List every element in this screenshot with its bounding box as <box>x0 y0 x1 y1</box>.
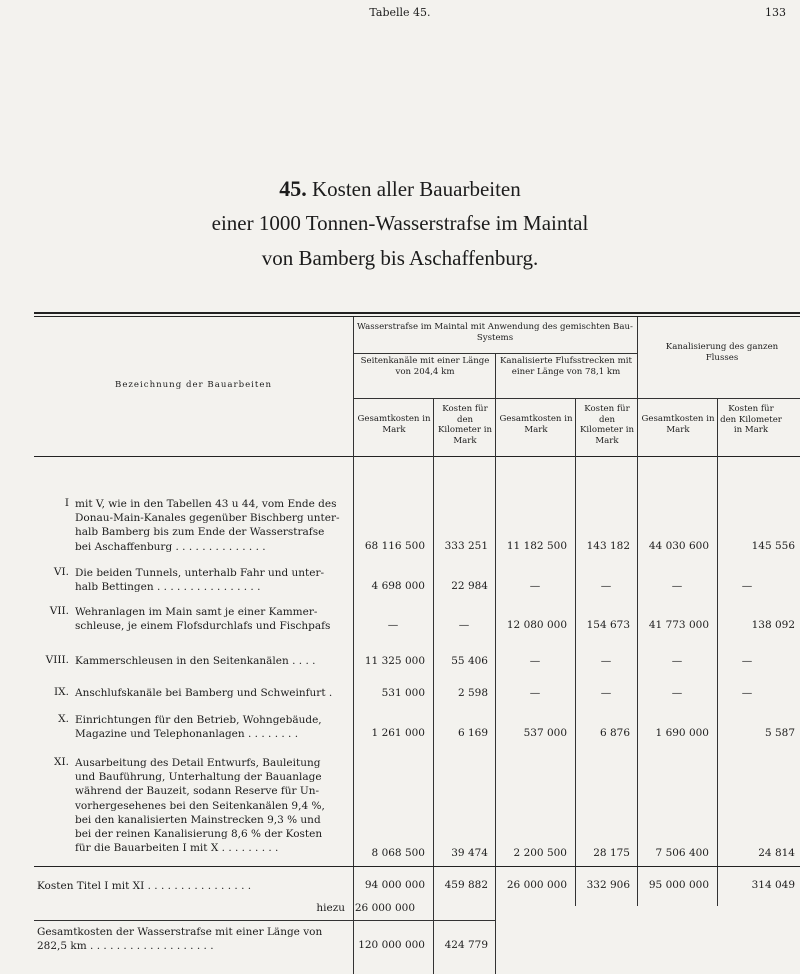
row-0-side-total: 68 116 500 <box>364 540 425 552</box>
total-full-total: 95 000 000 <box>648 879 709 891</box>
row-4-canal-km: — <box>600 687 612 699</box>
sub-total: Gesamtkosten in Mark <box>499 414 573 435</box>
row-6-side-total: 8 068 500 <box>371 847 425 859</box>
col-divider <box>353 317 354 974</box>
row-6-side-km: 39 474 <box>451 847 488 859</box>
row-number: X. <box>58 713 69 725</box>
row-3-side-total: 11 325 000 <box>364 655 425 667</box>
row-number: VIII. <box>45 654 69 666</box>
row-2-side-total: — <box>387 619 399 631</box>
row-6-full-km: 24 814 <box>758 847 795 859</box>
col-label: Bezeichnung der Bauarbeiten <box>115 380 272 390</box>
row-5-canal-km: 6 876 <box>599 727 630 739</box>
row-5-full-km: 5 587 <box>764 727 795 739</box>
sub-km: Kosten für den Kilometer in Mark <box>438 404 492 446</box>
total-side-km: 459 882 <box>444 879 488 891</box>
hiezu-value: 26 000 000 <box>354 902 415 914</box>
row-2-full-km: 138 092 <box>751 619 795 631</box>
row-1-canal-total: — <box>529 580 541 592</box>
page-number: 133 <box>765 6 786 19</box>
row-4-canal-total: — <box>529 687 541 699</box>
row-4-full-km: — <box>741 687 753 699</box>
row-5-side-total: 1 261 000 <box>371 727 425 739</box>
table-label: Tabelle 45. <box>369 6 431 19</box>
sub-km: Kosten für den Kilometer in Mark <box>580 404 634 446</box>
row-0-canal-total: 11 182 500 <box>506 540 567 552</box>
total-canal-km: 332 906 <box>586 879 630 891</box>
group-side: Seitenkanäle mit einer Länge von 204,4 km <box>360 356 490 377</box>
grand-total-label: Gesamtkosten der Wasserstrafse mit einer Länge von 282,5 km . . . . . . . . . . . . . . . . . . . <box>37 926 323 953</box>
row-1-canal-km: — <box>600 580 612 592</box>
row-0-full-km: 145 556 <box>751 540 795 552</box>
row-number: VI. <box>53 566 69 578</box>
row-0-full-total: 44 030 600 <box>648 540 709 552</box>
row-4-side-km: 2 598 <box>457 687 488 699</box>
row-2-side-km: — <box>458 619 470 631</box>
row-5-side-km: 6 169 <box>457 727 488 739</box>
total-canal-total: 26 000 000 <box>506 879 567 891</box>
header-line <box>353 398 800 399</box>
row-1-side-km: 22 984 <box>451 580 488 592</box>
col-divider <box>637 317 638 906</box>
row-2-full-total: 41 773 000 <box>648 619 709 631</box>
row-description: Die beiden Tunnels, unterhalb Fahr und unter- halb Bettingen . . . . . . . . . . . . . . . . <box>75 567 325 594</box>
table-top-rule <box>34 312 800 314</box>
col-divider <box>717 398 718 906</box>
row-number: XI. <box>54 756 69 768</box>
title-line-1 <box>0 176 800 202</box>
row-6-canal-total: 2 200 500 <box>513 847 567 859</box>
row-number: IX. <box>54 686 69 698</box>
row-description: Ausarbeitung des Detail Entwurfs, Bauleitung und Bauführung, Unterhaltung der Bauanlage während der Bauzeit, sodann Reserve für Un- vorhergesehenes bei den Seitenkanälen 9,4 %, bei den kanalisierten Mainstrecken 9,3 % und bei der reinen Kanalisierung 8,6 % der Kosten für die Bauarbeiten I mit X . . . . . . . . . <box>75 757 325 855</box>
grand-side-total: 120 000 000 <box>358 939 425 951</box>
row-5-canal-total: 537 000 <box>523 727 567 739</box>
row-3-full-total: — <box>671 655 683 667</box>
row-3-full-km: — <box>741 655 753 667</box>
row-description: Kammerschleusen in den Seitenkanälen . . . . <box>75 655 316 667</box>
row-1-full-total: — <box>671 580 683 592</box>
sub-total: Gesamtkosten in Mark <box>641 414 715 435</box>
row-3-canal-km: — <box>600 655 612 667</box>
sub-total: Gesamtkosten in Mark <box>357 414 431 435</box>
row-description: Wehranlagen im Main samt je einer Kammer- schleuse, je einem Flofsdurchlafs und Fischpafs <box>75 606 331 633</box>
title-text-1: Kosten aller Bauarbeiten <box>312 177 521 201</box>
col-divider <box>575 398 576 906</box>
row-6-canal-km: 28 175 <box>593 847 630 859</box>
group-mixed: Wasserstrafse im Maintal mit Anwendung des gemischten Bau-Systems <box>357 322 633 343</box>
total-full-km: 314 049 <box>751 879 795 891</box>
row-6-full-total: 7 506 400 <box>655 847 709 859</box>
sub-km: Kosten für den Kilometer in Mark <box>720 404 782 435</box>
row-description: Einrichtungen für den Betrieb, Wohngebäude, Magazine und Telephonanlagen . . . . . . . . <box>75 714 322 741</box>
group-canal: Kanalisierte Flufsstrecken mit einer Länge von 78,1 km <box>500 356 632 377</box>
header-line <box>353 353 637 354</box>
row-2-canal-total: 12 080 000 <box>506 619 567 631</box>
row-0-side-km: 333 251 <box>444 540 488 552</box>
title-line-2: einer 1000 Tonnen-Wasserstrafse im Maintal <box>211 211 589 235</box>
row-4-full-total: — <box>671 687 683 699</box>
row-description: Anschlufskanäle bei Bamberg und Schweinfurt . <box>75 687 333 699</box>
table-top-rule-2 <box>34 316 800 317</box>
hiezu-label: hiezu <box>316 902 345 914</box>
row-number: I <box>64 497 69 509</box>
grand-total-rule <box>34 920 495 921</box>
total-side-total: 94 000 000 <box>364 879 425 891</box>
row-number: VII. <box>49 605 69 617</box>
row-description: mit V, wie in den Tabellen 43 u 44, vom Ende des Donau-Main-Kanales gegenüber Bischberg unter- halb Bamberg bis zum Ende der Wasserstrafse bei Aschaffenburg . . . . . . . . . . . . . . <box>75 498 340 553</box>
row-3-canal-total: — <box>529 655 541 667</box>
row-4-side-total: 531 000 <box>381 687 425 699</box>
row-0-canal-km: 143 182 <box>586 540 630 552</box>
row-1-side-total: 4 698 000 <box>371 580 425 592</box>
title-line-3: von Bamberg bis Aschaffenburg. <box>261 246 539 270</box>
header-bottom-rule <box>34 456 800 457</box>
group-full: Kanalisierung des ganzen Flusses <box>665 342 779 363</box>
total-label: Kosten Titel I mit XI . . . . . . . . . . . . . . . . <box>37 880 252 892</box>
title-number: 45. <box>279 176 307 201</box>
row-1-full-km: — <box>741 580 753 592</box>
row-5-full-total: 1 690 000 <box>655 727 709 739</box>
grand-side-km: 424 779 <box>444 939 488 951</box>
row-2-canal-km: 154 673 <box>586 619 630 631</box>
row-3-side-km: 55 406 <box>451 655 488 667</box>
totals-rule <box>34 866 800 867</box>
